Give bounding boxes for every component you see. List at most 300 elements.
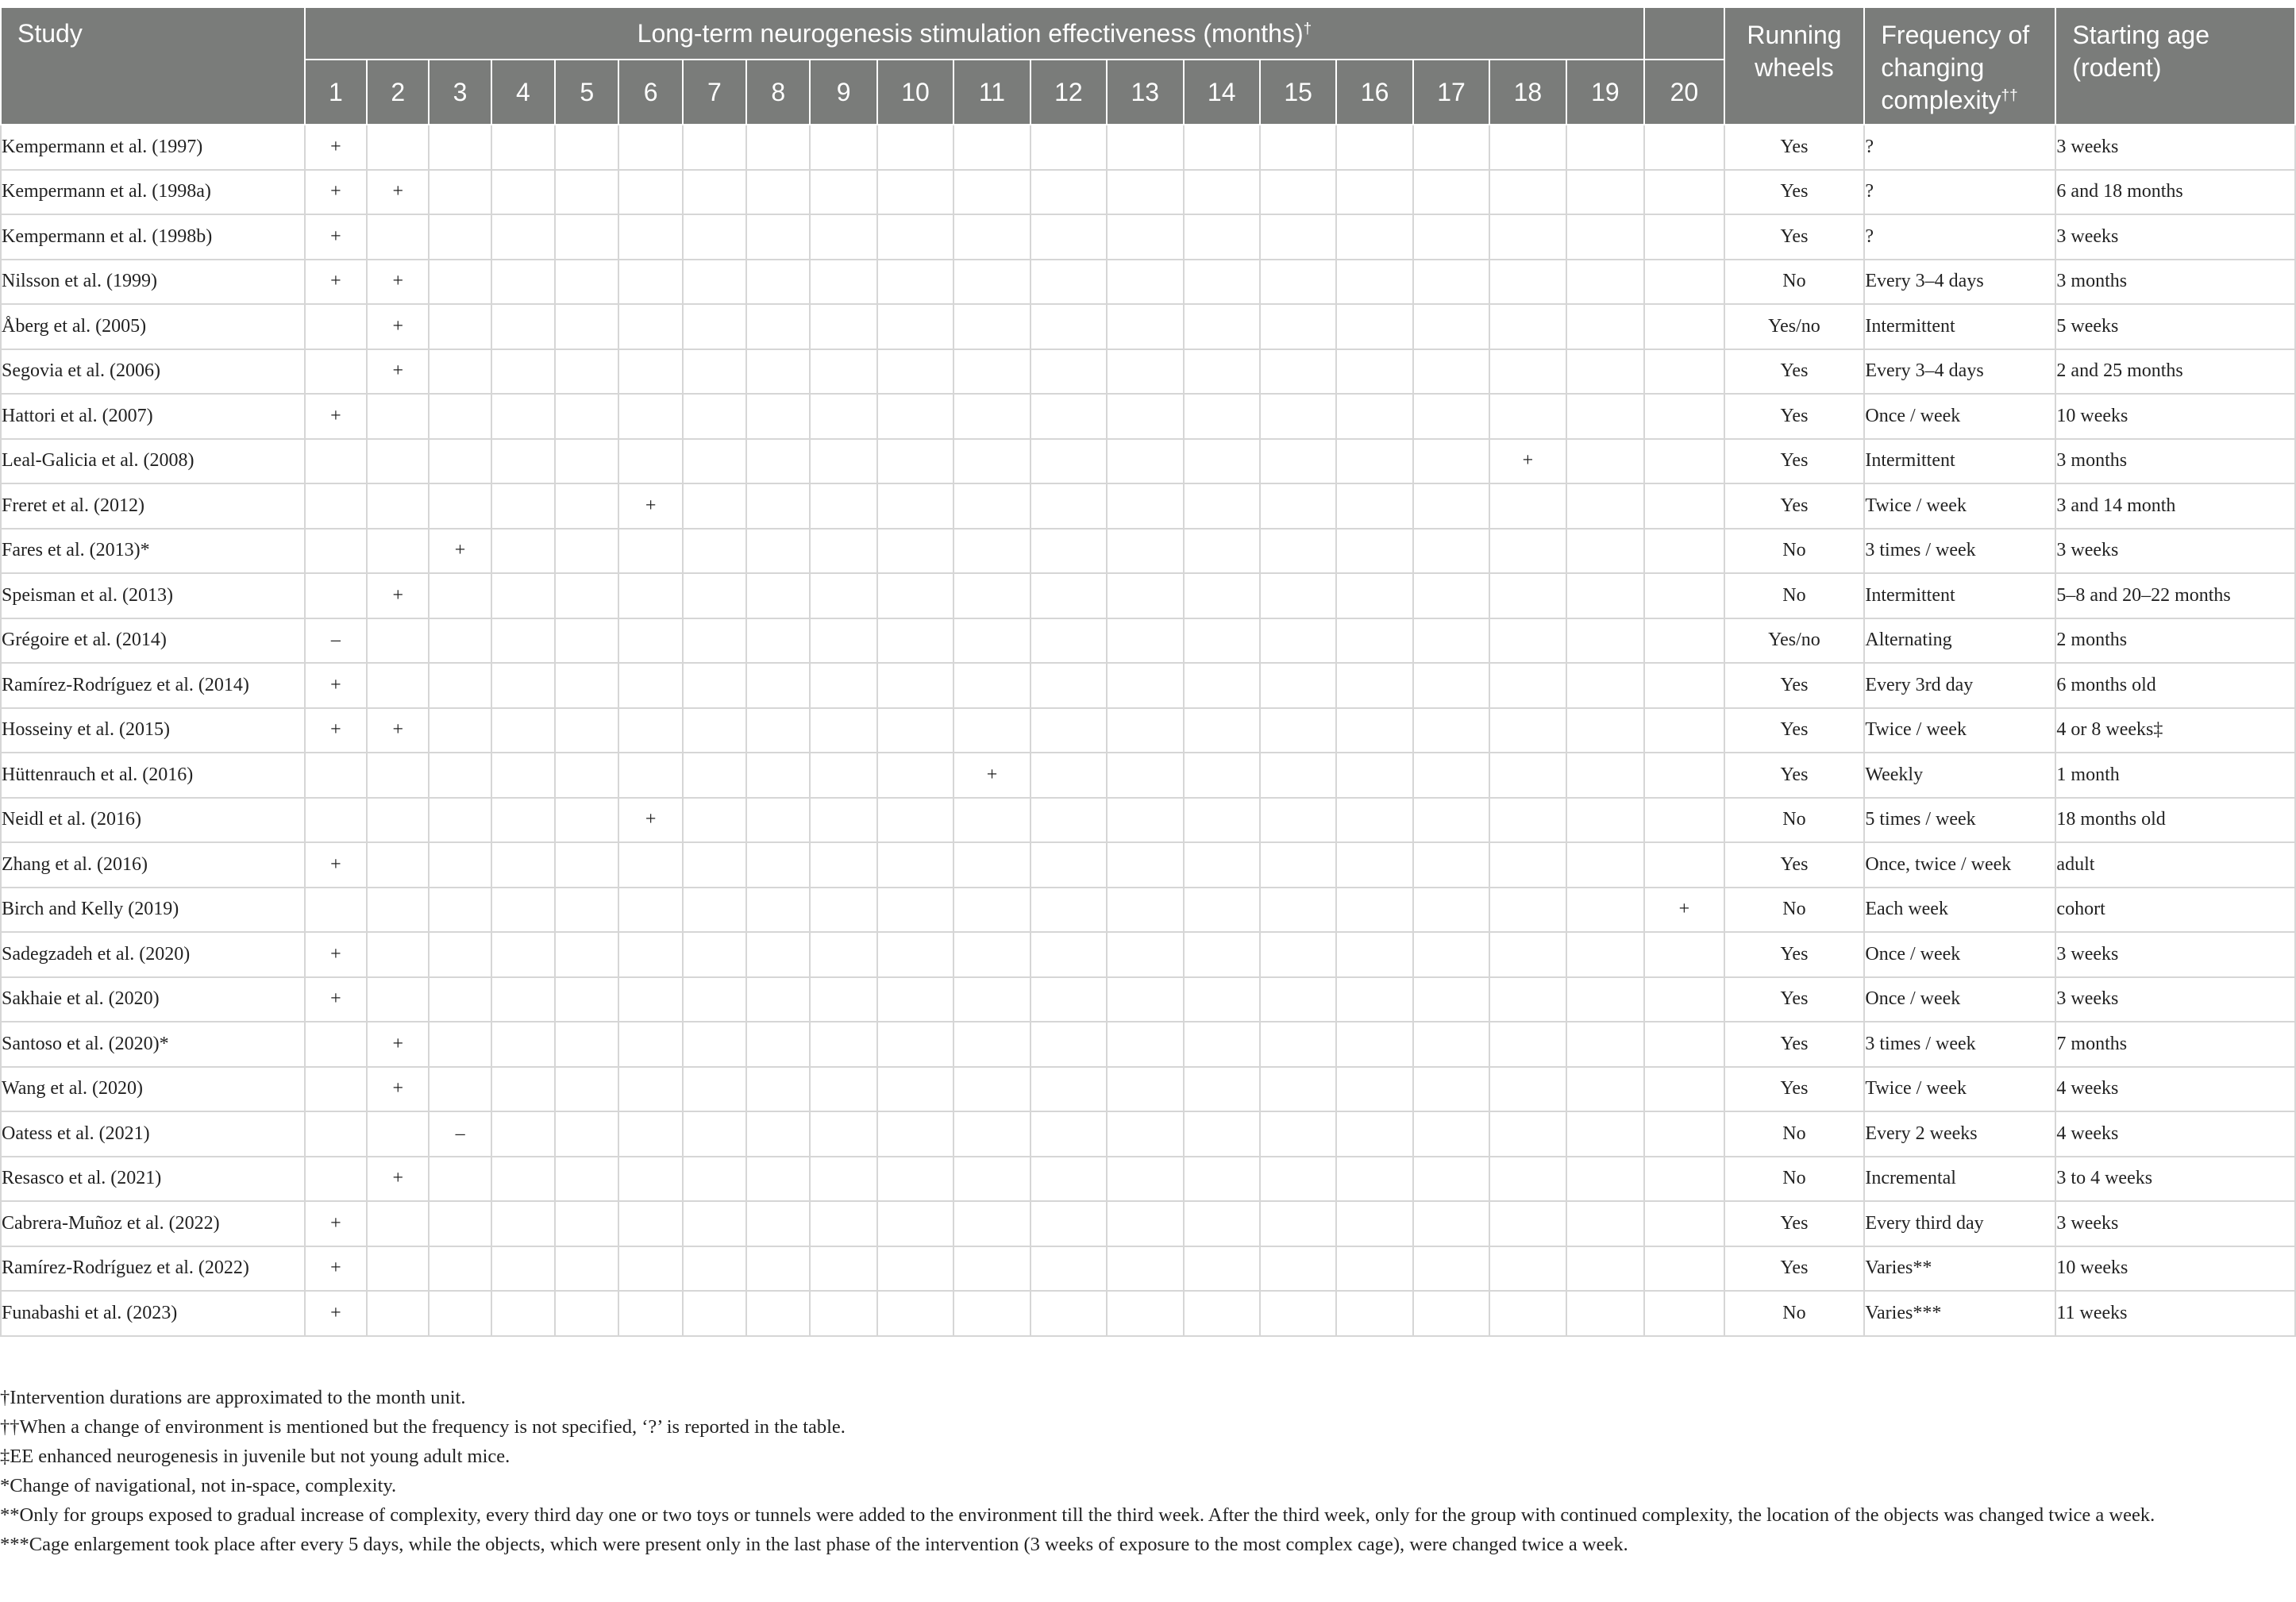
empty-cell [491, 529, 555, 574]
empty-cell [429, 618, 491, 664]
empty-cell [1489, 170, 1566, 215]
starting-age-cell: 3 and 14 month [2055, 483, 2295, 529]
empty-cell [1260, 888, 1336, 933]
empty-cell [1031, 888, 1107, 933]
table-row [1, 1022, 2295, 1067]
empty-cell [1644, 618, 1724, 664]
frequency-cell: ? [1864, 170, 2055, 215]
empty-cell [810, 573, 876, 618]
study-link[interactable]: Hüttenrauch et al. (2016) [1, 753, 305, 798]
study-link[interactable]: Cabrera-Muñoz et al. (2022) [1, 1201, 305, 1246]
empty-cell [746, 439, 810, 484]
empty-cell [1413, 753, 1489, 798]
starting-age-cell: 2 months [2055, 618, 2295, 664]
empty-cell [746, 170, 810, 215]
effect-mark: – [305, 618, 367, 664]
empty-cell [1107, 1291, 1183, 1336]
study-link[interactable]: Kempermann et al. (1998b) [1, 214, 305, 260]
empty-cell [877, 1157, 953, 1202]
empty-cell [429, 1022, 491, 1067]
empty-cell [491, 214, 555, 260]
empty-cell [1260, 1157, 1336, 1202]
empty-cell [810, 663, 876, 708]
empty-cell [1489, 1201, 1566, 1246]
empty-cell [1566, 260, 1645, 305]
empty-cell [1336, 1022, 1412, 1067]
empty-cell [1566, 1246, 1645, 1292]
empty-cell [1031, 708, 1107, 753]
empty-cell [1413, 977, 1489, 1022]
empty-cell [367, 977, 429, 1022]
empty-cell [1566, 304, 1645, 349]
empty-cell [953, 1291, 1030, 1336]
empty-cell [1566, 349, 1645, 395]
empty-cell [1260, 1291, 1336, 1336]
empty-cell [555, 1111, 618, 1157]
empty-cell [746, 618, 810, 664]
empty-cell [746, 1111, 810, 1157]
empty-cell [1107, 888, 1183, 933]
empty-cell [1260, 304, 1336, 349]
empty-cell [1336, 1246, 1412, 1292]
empty-cell [555, 798, 618, 843]
empty-cell [1184, 708, 1260, 753]
empty-cell [491, 1022, 555, 1067]
empty-cell [810, 842, 876, 888]
empty-cell [1413, 483, 1489, 529]
empty-cell [810, 888, 876, 933]
empty-cell [1184, 1157, 1260, 1202]
empty-cell [1031, 842, 1107, 888]
table-row [1, 1291, 2295, 1336]
empty-cell [1031, 529, 1107, 574]
empty-cell [746, 753, 810, 798]
empty-cell [1489, 1111, 1566, 1157]
empty-cell [367, 798, 429, 843]
empty-cell [1644, 663, 1724, 708]
empty-cell [618, 753, 682, 798]
empty-cell [1644, 573, 1724, 618]
empty-cell [555, 1201, 618, 1246]
empty-cell [1184, 483, 1260, 529]
effect-mark: + [953, 753, 1030, 798]
starting-age-cell: 5 weeks [2055, 304, 2295, 349]
effect-mark: + [367, 708, 429, 753]
starting-age-cell: 3 months [2055, 260, 2295, 305]
study-link[interactable]: Funabashi et al. (2023) [1, 1291, 305, 1336]
empty-cell [1107, 349, 1183, 395]
empty-cell [1644, 170, 1724, 215]
study-link[interactable]: Speisman et al. (2013) [1, 573, 305, 618]
empty-cell [618, 304, 682, 349]
empty-cell [491, 170, 555, 215]
study-link[interactable]: Ramírez-Rodríguez et al. (2022) [1, 1246, 305, 1292]
empty-cell [618, 977, 682, 1022]
study-link[interactable]: Sadegzadeh et al. (2020) [1, 932, 305, 977]
empty-cell [1413, 214, 1489, 260]
frequency-cell: Alternating [1864, 618, 2055, 664]
empty-cell [1413, 439, 1489, 484]
empty-cell [953, 304, 1030, 349]
empty-cell [1336, 573, 1412, 618]
effect-mark: + [367, 260, 429, 305]
empty-cell [746, 1291, 810, 1336]
running-wheels-cell: Yes [1724, 1067, 1865, 1112]
empty-cell [683, 1201, 746, 1246]
empty-cell [1184, 214, 1260, 260]
effect-mark: + [305, 663, 367, 708]
frequency-cell: Each week [1864, 888, 2055, 933]
empty-cell [877, 708, 953, 753]
frequency-cell: Every third day [1864, 1201, 2055, 1246]
empty-cell [683, 1291, 746, 1336]
empty-cell [1260, 1246, 1336, 1292]
empty-cell [810, 214, 876, 260]
empty-cell [1107, 439, 1183, 484]
month-header-4: 4 [491, 60, 555, 125]
empty-cell [953, 932, 1030, 977]
empty-cell [491, 1246, 555, 1292]
empty-cell [810, 1111, 876, 1157]
table-row [1, 842, 2295, 888]
empty-cell [1260, 439, 1336, 484]
empty-cell [491, 888, 555, 933]
running-wheels-cell: Yes [1724, 439, 1865, 484]
empty-cell [429, 663, 491, 708]
column-header-starting-age: Starting age (rodent) [2055, 7, 2295, 125]
empty-cell [746, 708, 810, 753]
empty-cell [1566, 1201, 1645, 1246]
empty-cell [1413, 932, 1489, 977]
empty-cell [618, 1067, 682, 1112]
table-row [1, 483, 2295, 529]
running-wheels-cell: No [1724, 573, 1865, 618]
empty-cell [877, 798, 953, 843]
empty-cell [877, 214, 953, 260]
empty-cell [429, 753, 491, 798]
frequency-cell: Once, twice / week [1864, 842, 2055, 888]
empty-cell [746, 483, 810, 529]
empty-cell [1566, 483, 1645, 529]
study-link[interactable]: Grégoire et al. (2014) [1, 618, 305, 664]
empty-cell [1260, 214, 1336, 260]
empty-cell [1336, 439, 1412, 484]
study-link[interactable]: Wang et al. (2020) [1, 1067, 305, 1112]
empty-cell [555, 529, 618, 574]
month-header-17: 17 [1413, 60, 1489, 125]
running-wheels-cell: Yes [1724, 932, 1865, 977]
month-header-18: 18 [1489, 60, 1566, 125]
study-link[interactable]: Nilsson et al. (1999) [1, 260, 305, 305]
empty-cell [1336, 798, 1412, 843]
empty-cell [1107, 842, 1183, 888]
study-link[interactable]: Kempermann et al. (1998a) [1, 170, 305, 215]
empty-cell [491, 932, 555, 977]
study-link[interactable]: Oatess et al. (2021) [1, 1111, 305, 1157]
empty-cell [1489, 573, 1566, 618]
running-wheels-cell: No [1724, 1111, 1865, 1157]
empty-cell [683, 304, 746, 349]
empty-cell [1413, 618, 1489, 664]
empty-cell [1644, 483, 1724, 529]
empty-cell [429, 483, 491, 529]
frequency-cell: Every 3–4 days [1864, 349, 2055, 395]
study-link[interactable]: Freret et al. (2012) [1, 483, 305, 529]
effect-mark: + [305, 394, 367, 439]
running-wheels-cell: Yes [1724, 1022, 1865, 1067]
footnote: *Change of navigational, not in-space, complexity. [0, 1475, 397, 1496]
empty-cell [877, 170, 953, 215]
empty-cell [683, 349, 746, 395]
empty-cell [1031, 260, 1107, 305]
empty-cell [1489, 842, 1566, 888]
empty-cell [953, 977, 1030, 1022]
empty-cell [305, 1022, 367, 1067]
empty-cell [877, 260, 953, 305]
study-link[interactable]: Santoso et al. (2020)* [1, 1022, 305, 1067]
empty-cell [429, 125, 491, 170]
empty-cell [1336, 618, 1412, 664]
empty-cell [746, 932, 810, 977]
study-link[interactable]: Zhang et al. (2016) [1, 842, 305, 888]
empty-cell [618, 1157, 682, 1202]
empty-cell [1489, 753, 1566, 798]
empty-cell [746, 125, 810, 170]
empty-cell [1184, 932, 1260, 977]
empty-cell [618, 1201, 682, 1246]
empty-cell [1184, 663, 1260, 708]
empty-cell [1413, 708, 1489, 753]
empty-cell [1031, 1067, 1107, 1112]
table-row [1, 260, 2295, 305]
empty-cell [1031, 439, 1107, 484]
empty-cell [618, 394, 682, 439]
empty-cell [953, 663, 1030, 708]
running-wheels-cell: Yes [1724, 753, 1865, 798]
running-wheels-cell: Yes [1724, 125, 1865, 170]
empty-cell [683, 394, 746, 439]
empty-cell [810, 529, 876, 574]
empty-cell [1031, 1157, 1107, 1202]
empty-cell [1107, 1201, 1183, 1246]
empty-cell [367, 932, 429, 977]
study-link[interactable]: Hosseiny et al. (2015) [1, 708, 305, 753]
empty-cell [429, 798, 491, 843]
empty-cell [810, 349, 876, 395]
empty-cell [491, 842, 555, 888]
starting-age-cell: 5–8 and 20–22 months [2055, 573, 2295, 618]
table-row [1, 573, 2295, 618]
empty-cell [367, 753, 429, 798]
table-row [1, 1157, 2295, 1202]
empty-cell [367, 1246, 429, 1292]
empty-cell [367, 214, 429, 260]
running-wheels-cell: Yes [1724, 977, 1865, 1022]
study-link[interactable]: Åberg et al. (2005) [1, 304, 305, 349]
empty-cell [618, 1246, 682, 1292]
empty-cell [555, 573, 618, 618]
empty-cell [877, 618, 953, 664]
study-link[interactable]: Resasco et al. (2021) [1, 1157, 305, 1202]
empty-cell [746, 529, 810, 574]
empty-cell [683, 260, 746, 305]
empty-cell [1489, 349, 1566, 395]
study-link[interactable]: Kempermann et al. (1997) [1, 125, 305, 170]
empty-cell [683, 1246, 746, 1292]
empty-cell [1644, 842, 1724, 888]
empty-cell [746, 798, 810, 843]
empty-cell [1184, 304, 1260, 349]
empty-cell [555, 1022, 618, 1067]
frequency-cell: 3 times / week [1864, 529, 2055, 574]
empty-cell [1413, 529, 1489, 574]
effect-mark: + [367, 349, 429, 395]
study-link[interactable]: Hattori et al. (2007) [1, 394, 305, 439]
empty-cell [1260, 842, 1336, 888]
empty-cell [1489, 304, 1566, 349]
empty-cell [618, 708, 682, 753]
empty-cell [1260, 483, 1336, 529]
empty-cell [746, 394, 810, 439]
empty-cell [1644, 708, 1724, 753]
empty-cell [491, 1111, 555, 1157]
empty-cell [429, 842, 491, 888]
empty-cell [491, 1067, 555, 1112]
empty-cell [367, 125, 429, 170]
empty-cell [1031, 663, 1107, 708]
empty-cell [1644, 529, 1724, 574]
empty-cell [1336, 1157, 1412, 1202]
empty-cell [555, 753, 618, 798]
studies-table [0, 6, 2296, 1337]
empty-cell [1031, 214, 1107, 260]
empty-cell [1031, 1201, 1107, 1246]
empty-cell [953, 214, 1030, 260]
empty-cell [877, 1246, 953, 1292]
empty-cell [1644, 439, 1724, 484]
empty-cell [491, 260, 555, 305]
empty-cell [1489, 394, 1566, 439]
empty-cell [1336, 304, 1412, 349]
frequency-cell: Twice / week [1864, 483, 2055, 529]
empty-cell [1107, 483, 1183, 529]
empty-cell [429, 304, 491, 349]
empty-cell [305, 1111, 367, 1157]
empty-cell [1184, 842, 1260, 888]
empty-cell [305, 798, 367, 843]
empty-cell [683, 529, 746, 574]
empty-cell [555, 214, 618, 260]
empty-cell [683, 977, 746, 1022]
empty-cell [618, 663, 682, 708]
empty-cell [1184, 349, 1260, 395]
effect-mark: + [305, 260, 367, 305]
frequency-cell: Once / week [1864, 977, 2055, 1022]
empty-cell [618, 529, 682, 574]
empty-cell [746, 1022, 810, 1067]
empty-cell [367, 439, 429, 484]
empty-cell [877, 1067, 953, 1112]
empty-cell [367, 529, 429, 574]
empty-cell [953, 1201, 1030, 1246]
empty-cell [1107, 932, 1183, 977]
empty-cell [618, 573, 682, 618]
empty-cell [877, 888, 953, 933]
effect-mark: + [305, 932, 367, 977]
study-link[interactable]: Neidl et al. (2016) [1, 798, 305, 843]
empty-cell [1413, 1201, 1489, 1246]
empty-cell [1413, 1067, 1489, 1112]
empty-cell [1336, 529, 1412, 574]
empty-cell [810, 798, 876, 843]
study-link[interactable]: Leal-Galicia et al. (2008) [1, 439, 305, 484]
empty-cell [746, 260, 810, 305]
empty-cell [491, 708, 555, 753]
running-wheels-cell: Yes [1724, 214, 1865, 260]
effect-mark: + [618, 798, 682, 843]
running-wheels-cell: Yes [1724, 483, 1865, 529]
empty-cell [953, 439, 1030, 484]
effect-mark: + [305, 842, 367, 888]
frequency-cell: Twice / week [1864, 1067, 2055, 1112]
table-body [1, 125, 2295, 1336]
empty-cell [1260, 1067, 1336, 1112]
table-row [1, 932, 2295, 977]
empty-cell [1644, 125, 1724, 170]
effect-mark: + [367, 304, 429, 349]
study-link[interactable]: Ramírez-Rodríguez et al. (2014) [1, 663, 305, 708]
empty-cell [1489, 1246, 1566, 1292]
frequency-cell: Intermittent [1864, 573, 2055, 618]
month-header-12: 12 [1031, 60, 1107, 125]
empty-cell [1184, 394, 1260, 439]
study-link[interactable]: Sakhaie et al. (2020) [1, 977, 305, 1022]
empty-cell [1413, 573, 1489, 618]
running-wheels-cell: No [1724, 1157, 1865, 1202]
empty-cell [491, 394, 555, 439]
empty-cell [429, 1067, 491, 1112]
column-header-study: Study [1, 7, 305, 125]
effect-mark: + [429, 529, 491, 574]
empty-cell [1413, 663, 1489, 708]
empty-cell [429, 932, 491, 977]
empty-cell [491, 977, 555, 1022]
empty-cell [877, 439, 953, 484]
empty-cell [683, 439, 746, 484]
study-link[interactable]: Segovia et al. (2006) [1, 349, 305, 395]
empty-cell [1489, 977, 1566, 1022]
empty-cell [1566, 1291, 1645, 1336]
study-link[interactable]: Birch and Kelly (2019) [1, 888, 305, 933]
empty-cell [305, 888, 367, 933]
empty-cell [1184, 618, 1260, 664]
empty-cell [1489, 1291, 1566, 1336]
empty-cell [1184, 529, 1260, 574]
empty-cell [877, 349, 953, 395]
empty-cell [1644, 1067, 1724, 1112]
empty-cell [953, 573, 1030, 618]
frequency-cell: Twice / week [1864, 708, 2055, 753]
empty-cell [1107, 708, 1183, 753]
empty-cell [429, 260, 491, 305]
empty-cell [953, 1111, 1030, 1157]
empty-cell [367, 618, 429, 664]
month-header-2: 2 [367, 60, 429, 125]
empty-cell [1107, 1157, 1183, 1202]
running-wheels-cell: No [1724, 1291, 1865, 1336]
study-link[interactable]: Fares et al. (2013)* [1, 529, 305, 574]
starting-age-cell: 1 month [2055, 753, 2295, 798]
